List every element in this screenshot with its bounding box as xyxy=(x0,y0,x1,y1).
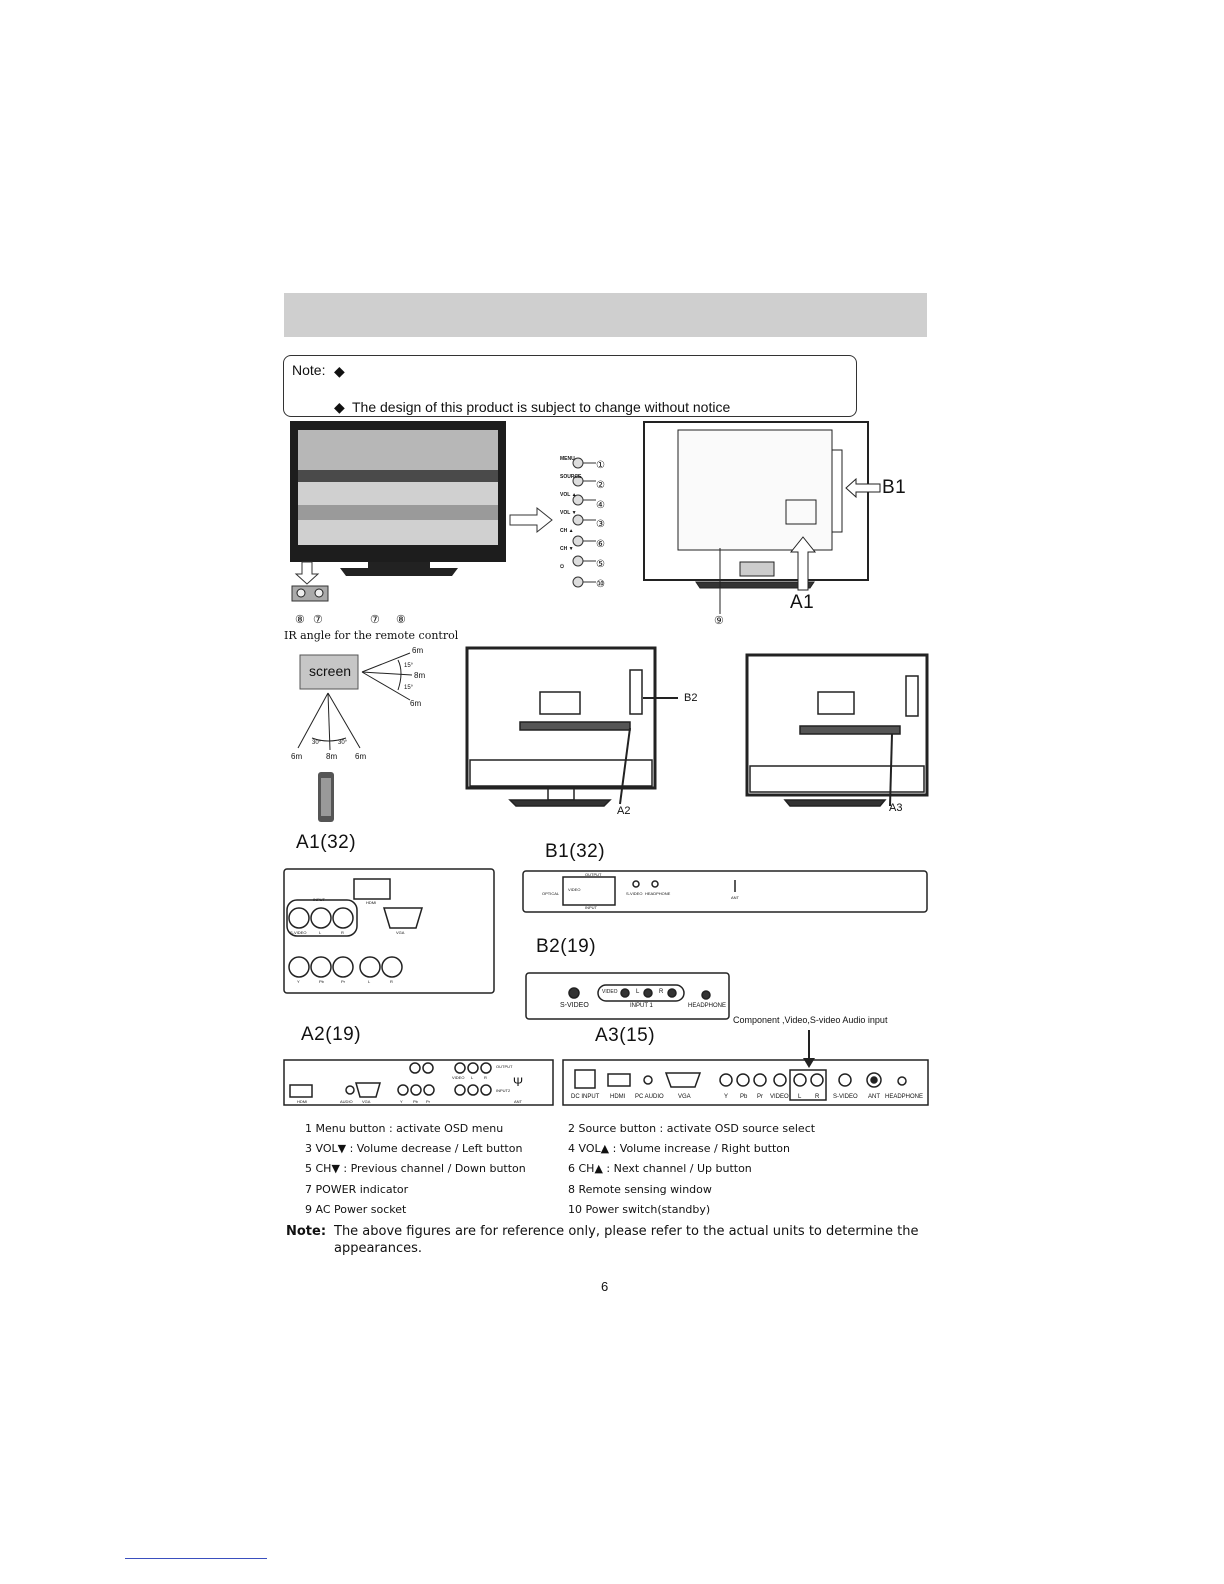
bottom-note-text-2: appearances. xyxy=(334,1241,423,1256)
a3-video-label: VIDEO xyxy=(770,1094,789,1100)
b2-video-label: VIDEO xyxy=(602,989,618,995)
spec-item-10: 10 Power switch(standby) xyxy=(568,1203,711,1216)
a3-ant-label: ANT xyxy=(868,1094,880,1100)
a3-pc-audio-label: PC AUDIO xyxy=(635,1094,664,1100)
a2-output-label: OUTPUT xyxy=(496,1064,513,1069)
dist-r2: 8m xyxy=(414,671,426,680)
a3-hdmi-label: HDMI xyxy=(610,1094,626,1100)
a2-audio-label: AUDIO xyxy=(340,1099,353,1104)
b2-connector-panel xyxy=(526,973,729,1019)
b2-headphone-label: HEADPHONE xyxy=(688,1003,727,1009)
dist-r3: 6m xyxy=(410,699,422,708)
ch-down-label: CH ▼ xyxy=(560,546,574,552)
angle-top: 15° xyxy=(404,663,414,669)
a1-hdmi-label: HDMI xyxy=(366,900,377,905)
b1-headphone-label: HEADPHONE xyxy=(645,891,671,896)
num-1: ① xyxy=(596,460,605,471)
label-b1-32: B1(32) xyxy=(545,841,606,862)
tv-rear-19 xyxy=(467,648,655,806)
a3-vga-label: VGA xyxy=(678,1094,691,1100)
spec-item-6: 6 CH▲ : Next channel / Up button xyxy=(568,1162,752,1175)
a2-l-label: L xyxy=(471,1075,474,1080)
b2-input1-label: INPUT 1 xyxy=(630,1003,653,1009)
a2-video-label: VIDEO xyxy=(452,1075,465,1080)
num-4: ④ xyxy=(596,499,605,511)
callout-a2: A2 xyxy=(617,805,631,817)
a3-svideo-label: S-VIDEO xyxy=(833,1094,858,1100)
a2-r-label: R xyxy=(484,1075,487,1080)
source-label: SOURCE xyxy=(560,474,582,480)
bottom-note-label: Note: xyxy=(286,1224,327,1239)
tv-front-illustration xyxy=(290,421,506,576)
num-3: ③ xyxy=(596,519,605,531)
ir-caption: IR angle for the remote control xyxy=(284,629,459,642)
b1-connector-panel xyxy=(523,871,927,912)
power-label: ⏻ xyxy=(560,564,564,570)
tv-rear-15 xyxy=(747,655,927,806)
a3-y-label: Y xyxy=(724,1094,729,1100)
label-a2-19: A2(19) xyxy=(301,1024,362,1045)
a1-input-label: INPUT xyxy=(313,897,325,902)
spec-item-4: 4 VOL▲ : Volume increase / Right button xyxy=(568,1142,790,1155)
a3-dc-input-label: DC INPUT xyxy=(571,1094,600,1100)
spec-item-7: 7 POWER indicator xyxy=(305,1183,409,1196)
button-number-column xyxy=(596,456,605,595)
bottom-note-text: The above figures are for reference only, please refer to the actual units to determine the xyxy=(334,1224,919,1239)
antenna-icon: Ψ xyxy=(513,1075,524,1089)
diamond-bullet-icon: ◆ xyxy=(334,399,345,415)
button-labels xyxy=(560,450,600,576)
num-6: ⑥ xyxy=(596,539,605,551)
screen-label: screen xyxy=(309,663,352,679)
a3-r-label: R xyxy=(815,1094,820,1100)
note-line-2: The design of this product is subject to change without notice xyxy=(352,399,731,415)
a1-pr-label: Pr xyxy=(341,979,345,984)
a1-connector-panel xyxy=(284,869,494,993)
dist-b1: 6m xyxy=(291,752,303,761)
num-5: ⑤ xyxy=(596,558,605,570)
angle-right: 30° xyxy=(338,740,348,746)
dist-b3: 6m xyxy=(355,752,367,761)
b1-ant-label: ANT xyxy=(731,895,739,900)
callout-a3: A3 xyxy=(889,802,903,814)
callout-b2: B2 xyxy=(684,692,698,704)
a1-svideo-label: S-VIDEO xyxy=(290,930,307,935)
b1-svideo-label: S-VIDEO xyxy=(626,891,643,896)
dist-r1: 6m xyxy=(412,646,424,655)
b1-input-label: INPUT xyxy=(585,905,597,910)
footer-rule xyxy=(125,1558,267,1559)
a2-y-label: Y xyxy=(400,1099,403,1104)
ch-up-label: CH ▲ xyxy=(560,528,574,534)
a3-pb-label: Pb xyxy=(740,1094,748,1100)
a2-input2-label: INPUT2 xyxy=(496,1088,511,1093)
a1-l-label: L xyxy=(319,930,322,935)
a1-vga-label: VGA xyxy=(396,930,405,935)
a3-annotation: Component ,Video,S-video Audio input xyxy=(733,1015,888,1025)
a1-l2-label: L xyxy=(368,979,371,984)
b1-video-label: VIDEO xyxy=(568,887,581,892)
indicator-8b: ⑧ xyxy=(396,614,406,626)
a1-pb-label: Pb xyxy=(319,979,324,984)
b1-output-label: OUTPUT xyxy=(585,872,602,877)
a3-pr-label: Pr xyxy=(757,1094,763,1100)
spec-item-5: 5 CH▼ : Previous channel / Down button xyxy=(305,1162,526,1175)
num-10: ⑩ xyxy=(596,578,605,590)
spec-item-3: 3 VOL▼ : Volume decrease / Left button xyxy=(305,1142,523,1155)
a2-pb-label: Pb xyxy=(413,1099,418,1104)
a2-pr-label: Pr xyxy=(426,1099,430,1104)
a1-r-label: R xyxy=(341,930,344,935)
indicator-7: ⑦ xyxy=(313,614,323,626)
label-b2-19: B2(19) xyxy=(536,936,597,957)
a3-headphone-label: HEADPHONE xyxy=(885,1094,924,1100)
indicator-8: ⑧ xyxy=(295,614,305,626)
spec-item-9: 9 AC Power socket xyxy=(305,1203,407,1216)
b2-r-label: R xyxy=(659,989,664,995)
vol-up-label: VOL ▲ xyxy=(560,492,577,498)
a2-ant-label: ANT xyxy=(514,1099,522,1104)
num-2: ② xyxy=(596,479,605,491)
b1-optical-label: OPTICAL xyxy=(542,891,560,896)
label-a1-32: A1(32) xyxy=(296,832,357,853)
b2-l-label: L xyxy=(636,989,640,995)
spec-item-8: 8 Remote sensing window xyxy=(568,1183,712,1196)
a1-y-label: Y xyxy=(297,979,300,984)
note-label: Note: xyxy=(292,362,326,378)
angle-left: 30° xyxy=(312,740,322,746)
spec-item-2: 2 Source button : activate OSD source select xyxy=(568,1122,816,1135)
tv-rear-32 xyxy=(644,422,868,588)
b2-svideo-label: S-VIDEO xyxy=(560,1002,589,1009)
callout-a1: A1 xyxy=(790,592,815,613)
a1-r2-label: R xyxy=(390,979,393,984)
label-a3-15: A3(15) xyxy=(595,1025,656,1046)
spec-item-1: 1 Menu button : activate OSD menu xyxy=(305,1122,504,1135)
menu-label: MENU xyxy=(560,456,575,462)
callout-b1: B1 xyxy=(882,477,907,498)
vol-down-label: VOL ▼ xyxy=(560,510,577,516)
a2-vga-label: VGA xyxy=(362,1099,371,1104)
a2-hdmi-label: HDMI xyxy=(297,1099,308,1104)
angle-bottom: 15° xyxy=(404,685,414,691)
diamond-bullet-icon: ◆ xyxy=(334,363,345,379)
page-number: 6 xyxy=(601,1279,609,1294)
indicator-7b: ⑦ xyxy=(370,614,380,626)
a3-l-label: L xyxy=(798,1094,802,1100)
dist-b2: 8m xyxy=(326,752,338,761)
callout-9: ⑨ xyxy=(714,615,724,627)
